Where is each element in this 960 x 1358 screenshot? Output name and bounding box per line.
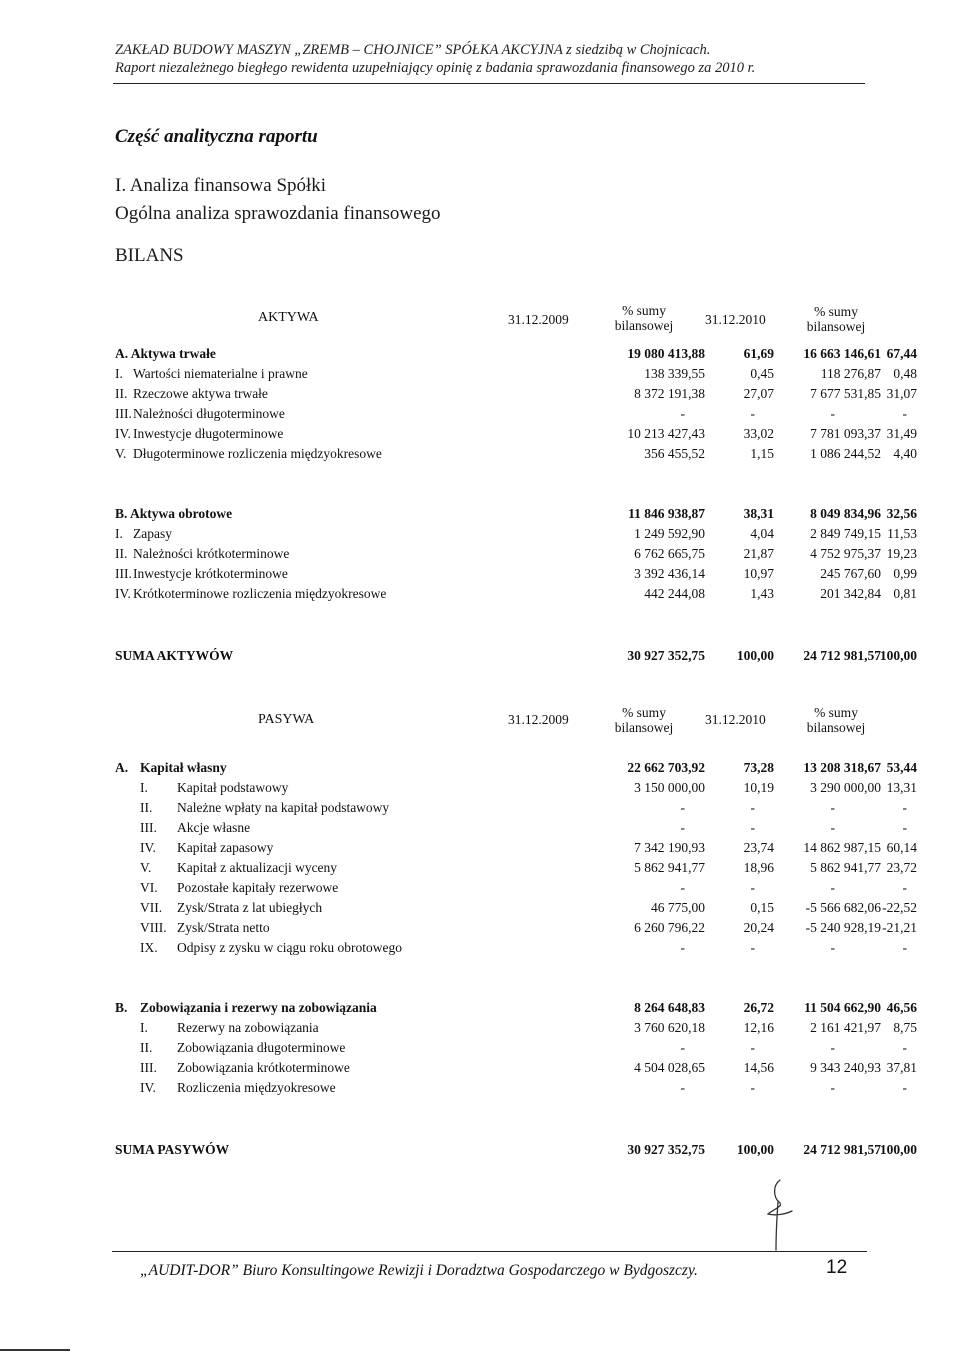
value-2010: 5 862 941,77 (810, 860, 881, 875)
value-2010: 8 049 834,96 (810, 506, 881, 521)
value-2010: 24 712 981,57 (803, 648, 881, 663)
pct-2010: 67,44 (886, 346, 917, 361)
value-2009: 30 927 352,75 (627, 648, 705, 663)
table-row (115, 446, 917, 466)
row-number: IV. (140, 1080, 156, 1095)
pct-2010: - (902, 940, 907, 955)
row-label: Rezerwy na zobowiązania (177, 1020, 319, 1035)
value-2009: 8 264 648,83 (634, 1000, 705, 1015)
pct-2009: - (750, 1040, 755, 1055)
pct-2010: - (902, 406, 907, 421)
table-row (115, 1142, 917, 1162)
row-number: B. (115, 1000, 128, 1015)
pct-2009: 23,74 (743, 840, 774, 855)
pct-2010: 23,72 (886, 860, 917, 875)
row-label: Kapitał podstawowy (177, 780, 289, 795)
pct-2009: 12,16 (743, 1020, 774, 1035)
row-label: Zobowiązania krótkoterminowe (177, 1060, 350, 1075)
value-2010: 118 276,87 (820, 366, 881, 381)
value-2009: 10 213 427,43 (627, 426, 705, 441)
row-label: Długoterminowe rozliczenia międzyokresowe (133, 446, 382, 461)
row-label: Zobowiązania długoterminowe (177, 1040, 346, 1055)
table-row (115, 586, 917, 606)
row-number: II. (115, 546, 128, 561)
value-2010: -5 566 682,06 (805, 900, 881, 915)
part-title: Część analityczna raportu (115, 126, 318, 147)
pct-2009: 100,00 (736, 1142, 774, 1157)
pct-2010: 13,31 (886, 780, 917, 795)
row-number: I. (115, 366, 123, 381)
value-2010: 24 712 981,57 (803, 1142, 881, 1157)
row-label: Należności długoterminowe (133, 406, 285, 421)
table-row (115, 1040, 907, 1060)
aktywa-heading: AKTYWA (258, 310, 319, 325)
pasywa-col-pct-2009 (604, 705, 684, 735)
row-label: Należne wpłaty na kapitał podstawowy (177, 800, 390, 815)
pct-2010: - (902, 820, 907, 835)
table-row (115, 1020, 917, 1040)
pct-2010: 100,00 (879, 1142, 917, 1157)
value-2009: - (680, 1040, 685, 1055)
row-number: A. (115, 760, 129, 775)
value-2009: 8 372 191,38 (634, 386, 705, 401)
value-2010: 2 161 421,97 (810, 1020, 881, 1035)
row-label: Kapitał zapasowy (177, 840, 274, 855)
value-2009: 6 762 665,75 (634, 546, 705, 561)
pct-2009: 0,45 (750, 366, 774, 381)
aktywa-col-pct-2010 (796, 304, 876, 334)
header-line-2: Raport niezależnego biegłego rewidenta uzupełniający opinię z badania sprawozdania finansowego za 2010 r. (115, 60, 756, 76)
value-2010: - (830, 820, 835, 835)
row-number: II. (140, 800, 153, 815)
table-row (115, 780, 917, 800)
row-number: III. (140, 820, 157, 835)
table-row (115, 648, 917, 668)
value-2010: 16 663 146,61 (803, 346, 881, 361)
pct-2010: 8,75 (893, 1020, 917, 1035)
row-number: I. (115, 526, 123, 541)
value-2010: 2 849 749,15 (810, 526, 881, 541)
header-line-1: ZAKŁAD BUDOWY MASZYN „ZREMB – CHOJNICE” SPÓŁKA AKCYJNA z siedzibą w Chojnicach. (115, 42, 711, 58)
pct-2010: 0,99 (893, 566, 917, 581)
pct-2010: - (902, 800, 907, 815)
value-2010: 14 862 987,15 (803, 840, 881, 855)
table-row (115, 366, 917, 386)
row-number: IV. (140, 840, 156, 855)
pct-2009: 21,87 (743, 546, 774, 561)
value-2010: - (830, 880, 835, 895)
pct-2009: 73,28 (743, 760, 774, 775)
pct-2009: - (750, 406, 755, 421)
value-2009: 4 504 028,65 (634, 1060, 705, 1075)
pct-2009: 27,07 (743, 386, 774, 401)
row-label: Inwestycje krótkoterminowe (133, 566, 288, 581)
pct-2010: 4,40 (893, 446, 917, 461)
value-2010: - (830, 1040, 835, 1055)
value-2010: 7 677 531,85 (810, 386, 881, 401)
pct-2009: 4,04 (750, 526, 774, 541)
page-number: 12 (826, 1257, 848, 1278)
value-2009: 1 249 592,90 (634, 526, 705, 541)
value-2010: 245 767,60 (820, 566, 881, 581)
row-label: Krótkoterminowe rozliczenia międzyokresowe (133, 586, 387, 601)
pasywa-col-pct-2010 (796, 705, 876, 735)
pct-2010: 19,23 (886, 546, 917, 561)
pct-2010: -22,52 (882, 900, 917, 915)
value-2010: - (830, 800, 835, 815)
pct-2009: 1,43 (750, 586, 774, 601)
row-label: Kapitał własny (140, 760, 227, 775)
table-row (115, 546, 917, 566)
row-number: V. (140, 860, 152, 875)
table-row (115, 1060, 917, 1080)
header-divider (113, 83, 865, 84)
pct-2010: 37,81 (886, 1060, 917, 1075)
row-label: Rozliczenia międzyokresowe (177, 1080, 336, 1095)
pct-2009: 20,24 (743, 920, 774, 935)
row-label: SUMA PASYWÓW (115, 1142, 230, 1157)
pasywa-col-pct-2010-line2: bilansowej (806, 720, 866, 735)
table-row (115, 1000, 917, 1020)
pct-2010: -21,21 (882, 920, 917, 935)
table-row (115, 426, 917, 446)
aktywa-col-pct-2009-line1: % sumy (622, 303, 666, 318)
row-number: I. (140, 1020, 148, 1035)
scan-edge-mark (0, 1349, 70, 1351)
value-2010: - (830, 940, 835, 955)
value-2010: 7 781 093,37 (810, 426, 881, 441)
value-2009: 7 342 190,93 (634, 840, 705, 855)
pasywa-col-pct-2010-line1: % sumy (814, 705, 858, 720)
value-2009: 19 080 413,88 (627, 346, 705, 361)
row-label: Zobowiązania i rezerwy na zobowiązania (140, 1000, 377, 1015)
value-2009: 6 260 796,22 (634, 920, 705, 935)
value-2010: 9 343 240,93 (810, 1060, 881, 1075)
table-row (115, 1080, 907, 1100)
pct-2009: - (750, 1080, 755, 1095)
aktywa-col-pct-2009 (604, 303, 684, 333)
pct-2010: 60,14 (886, 840, 917, 855)
pct-2010: 46,56 (886, 1000, 917, 1015)
row-number: IV. (115, 426, 131, 441)
table-row (115, 566, 917, 586)
pct-2009: - (750, 800, 755, 815)
row-label: Rzeczowe aktywa trwałe (133, 386, 268, 401)
pasywa-col-pct-2009-line2: bilansowej (614, 720, 674, 735)
aktywa-col-date-2010: 31.12.2010 (705, 312, 766, 327)
value-2009: 138 339,55 (644, 366, 705, 381)
value-2009: - (680, 800, 685, 815)
table-row (115, 760, 917, 780)
value-2010: 4 752 975,37 (810, 546, 881, 561)
table-row (115, 406, 907, 426)
value-2010: 1 086 244,52 (810, 446, 881, 461)
value-2009: 5 862 941,77 (634, 860, 705, 875)
pct-2009: - (750, 820, 755, 835)
value-2010: -5 240 928,19 (805, 920, 881, 935)
aktywa-group-b (115, 506, 917, 606)
pasywa-group-a (115, 760, 917, 960)
row-number: IV. (115, 586, 131, 601)
value-2009: 3 760 620,18 (634, 1020, 705, 1035)
pct-2009: 33,02 (743, 426, 774, 441)
footer-text: „AUDIT-DOR” Biuro Konsultingowe Rewizji i Doradztwa Gospodarczego w Bydgoszczy. (140, 1262, 698, 1279)
table-row (115, 526, 917, 546)
aktywa-col-pct-2009-line2: bilansowej (614, 318, 674, 333)
aktywa-total (115, 648, 917, 668)
table-row (115, 940, 907, 960)
pct-2010: - (902, 880, 907, 895)
row-label: Odpisy z zysku w ciągu roku obrotowego (177, 940, 402, 955)
pct-2010: - (902, 1040, 907, 1055)
pct-2009: 14,56 (743, 1060, 774, 1075)
table-row (115, 840, 917, 860)
pasywa-heading: PASYWA (258, 712, 315, 727)
value-2010: 3 290 000,00 (810, 780, 881, 795)
pct-2009: - (750, 940, 755, 955)
pct-2010: 11,53 (887, 526, 917, 541)
value-2009: 356 455,52 (644, 446, 705, 461)
row-label: A. Aktywa trwałe (115, 346, 216, 361)
pct-2010: 0,81 (893, 586, 917, 601)
value-2009: 22 662 703,92 (627, 760, 705, 775)
footer-divider (112, 1251, 867, 1252)
row-label: B. Aktywa obrotowe (115, 506, 233, 521)
row-number: VI. (140, 880, 158, 895)
row-number: II. (115, 386, 128, 401)
row-label: Akcje własne (177, 820, 251, 835)
row-label: Wartości niematerialne i prawne (133, 366, 308, 381)
table-row (115, 920, 917, 940)
pct-2010: 0,48 (893, 366, 917, 381)
pct-2009: 18,96 (743, 860, 774, 875)
pct-2010: 31,07 (886, 386, 917, 401)
table-row (115, 880, 907, 900)
bilans-title: BILANS (115, 245, 184, 266)
pct-2009: 10,19 (743, 780, 774, 795)
row-label: Inwestycje długoterminowe (133, 426, 284, 441)
value-2010: - (830, 406, 835, 421)
table-row (115, 386, 917, 406)
row-number: III. (115, 566, 132, 581)
table-row (115, 900, 917, 920)
value-2009: 3 150 000,00 (634, 780, 705, 795)
pct-2010: - (902, 1080, 907, 1095)
value-2010: 13 208 318,67 (803, 760, 881, 775)
value-2009: 11 846 938,87 (628, 506, 705, 521)
pasywa-col-date-2010: 31.12.2010 (705, 712, 766, 727)
handwritten-initials-mark (752, 1176, 802, 1254)
pct-2010: 53,44 (886, 760, 917, 775)
section-title: I. Analiza finansowa Spółki (115, 175, 327, 196)
row-number: I. (140, 780, 148, 795)
pct-2009: 10,97 (743, 566, 774, 581)
aktywa-col-date-2009: 31.12.2009 (508, 312, 569, 327)
row-number: V. (115, 446, 127, 461)
row-number: II. (140, 1040, 153, 1055)
value-2009: 3 392 436,14 (634, 566, 705, 581)
table-row (115, 346, 917, 366)
pct-2009: 61,69 (743, 346, 774, 361)
row-label: Należności krótkoterminowe (133, 546, 290, 561)
value-2009: - (680, 1080, 685, 1095)
value-2009: - (680, 880, 685, 895)
pct-2009: 0,15 (750, 900, 774, 915)
pct-2010: 31,49 (886, 426, 917, 441)
section-subtitle: Ogólna analiza sprawozdania finansowego (115, 203, 441, 224)
table-row (115, 506, 917, 526)
pasywa-col-date-2009: 31.12.2009 (508, 712, 569, 727)
aktywa-col-pct-2010-line1: % sumy (814, 304, 858, 319)
row-label: Kapitał z aktualizacji wyceny (177, 860, 338, 875)
value-2009: 442 244,08 (644, 586, 705, 601)
table-row (115, 800, 907, 820)
row-number: III. (115, 406, 132, 421)
row-label: Pozostałe kapitały rezerwowe (177, 880, 339, 895)
table-row (115, 860, 917, 880)
table-row (115, 820, 907, 840)
row-label: SUMA AKTYWÓW (115, 648, 234, 663)
pct-2009: 100,00 (736, 648, 774, 663)
row-label: Zapasy (133, 526, 172, 541)
aktywa-group-a (115, 346, 917, 466)
aktywa-col-pct-2010-line2: bilansowej (806, 319, 866, 334)
pct-2010: 100,00 (879, 648, 917, 663)
value-2010: 11 504 662,90 (804, 1000, 881, 1015)
pct-2009: 38,31 (743, 506, 774, 521)
row-number: VIII. (140, 920, 167, 935)
pasywa-total (115, 1142, 917, 1162)
row-label: Zysk/Strata netto (177, 920, 270, 935)
value-2010: 201 342,84 (820, 586, 881, 601)
value-2009: - (680, 940, 685, 955)
value-2009: - (680, 406, 685, 421)
row-label: Zysk/Strata z lat ubiegłych (177, 900, 323, 915)
pct-2009: - (750, 880, 755, 895)
pct-2009: 1,15 (750, 446, 774, 461)
pct-2009: 26,72 (743, 1000, 774, 1015)
pct-2010: 32,56 (886, 506, 917, 521)
value-2009: - (680, 820, 685, 835)
row-number: III. (140, 1060, 157, 1075)
value-2009: 30 927 352,75 (627, 1142, 705, 1157)
value-2010: - (830, 1080, 835, 1095)
row-number: IX. (140, 940, 158, 955)
row-number: VII. (140, 900, 163, 915)
pasywa-col-pct-2009-line1: % sumy (622, 705, 666, 720)
pasywa-group-b (115, 1000, 917, 1100)
value-2009: 46 775,00 (651, 900, 705, 915)
